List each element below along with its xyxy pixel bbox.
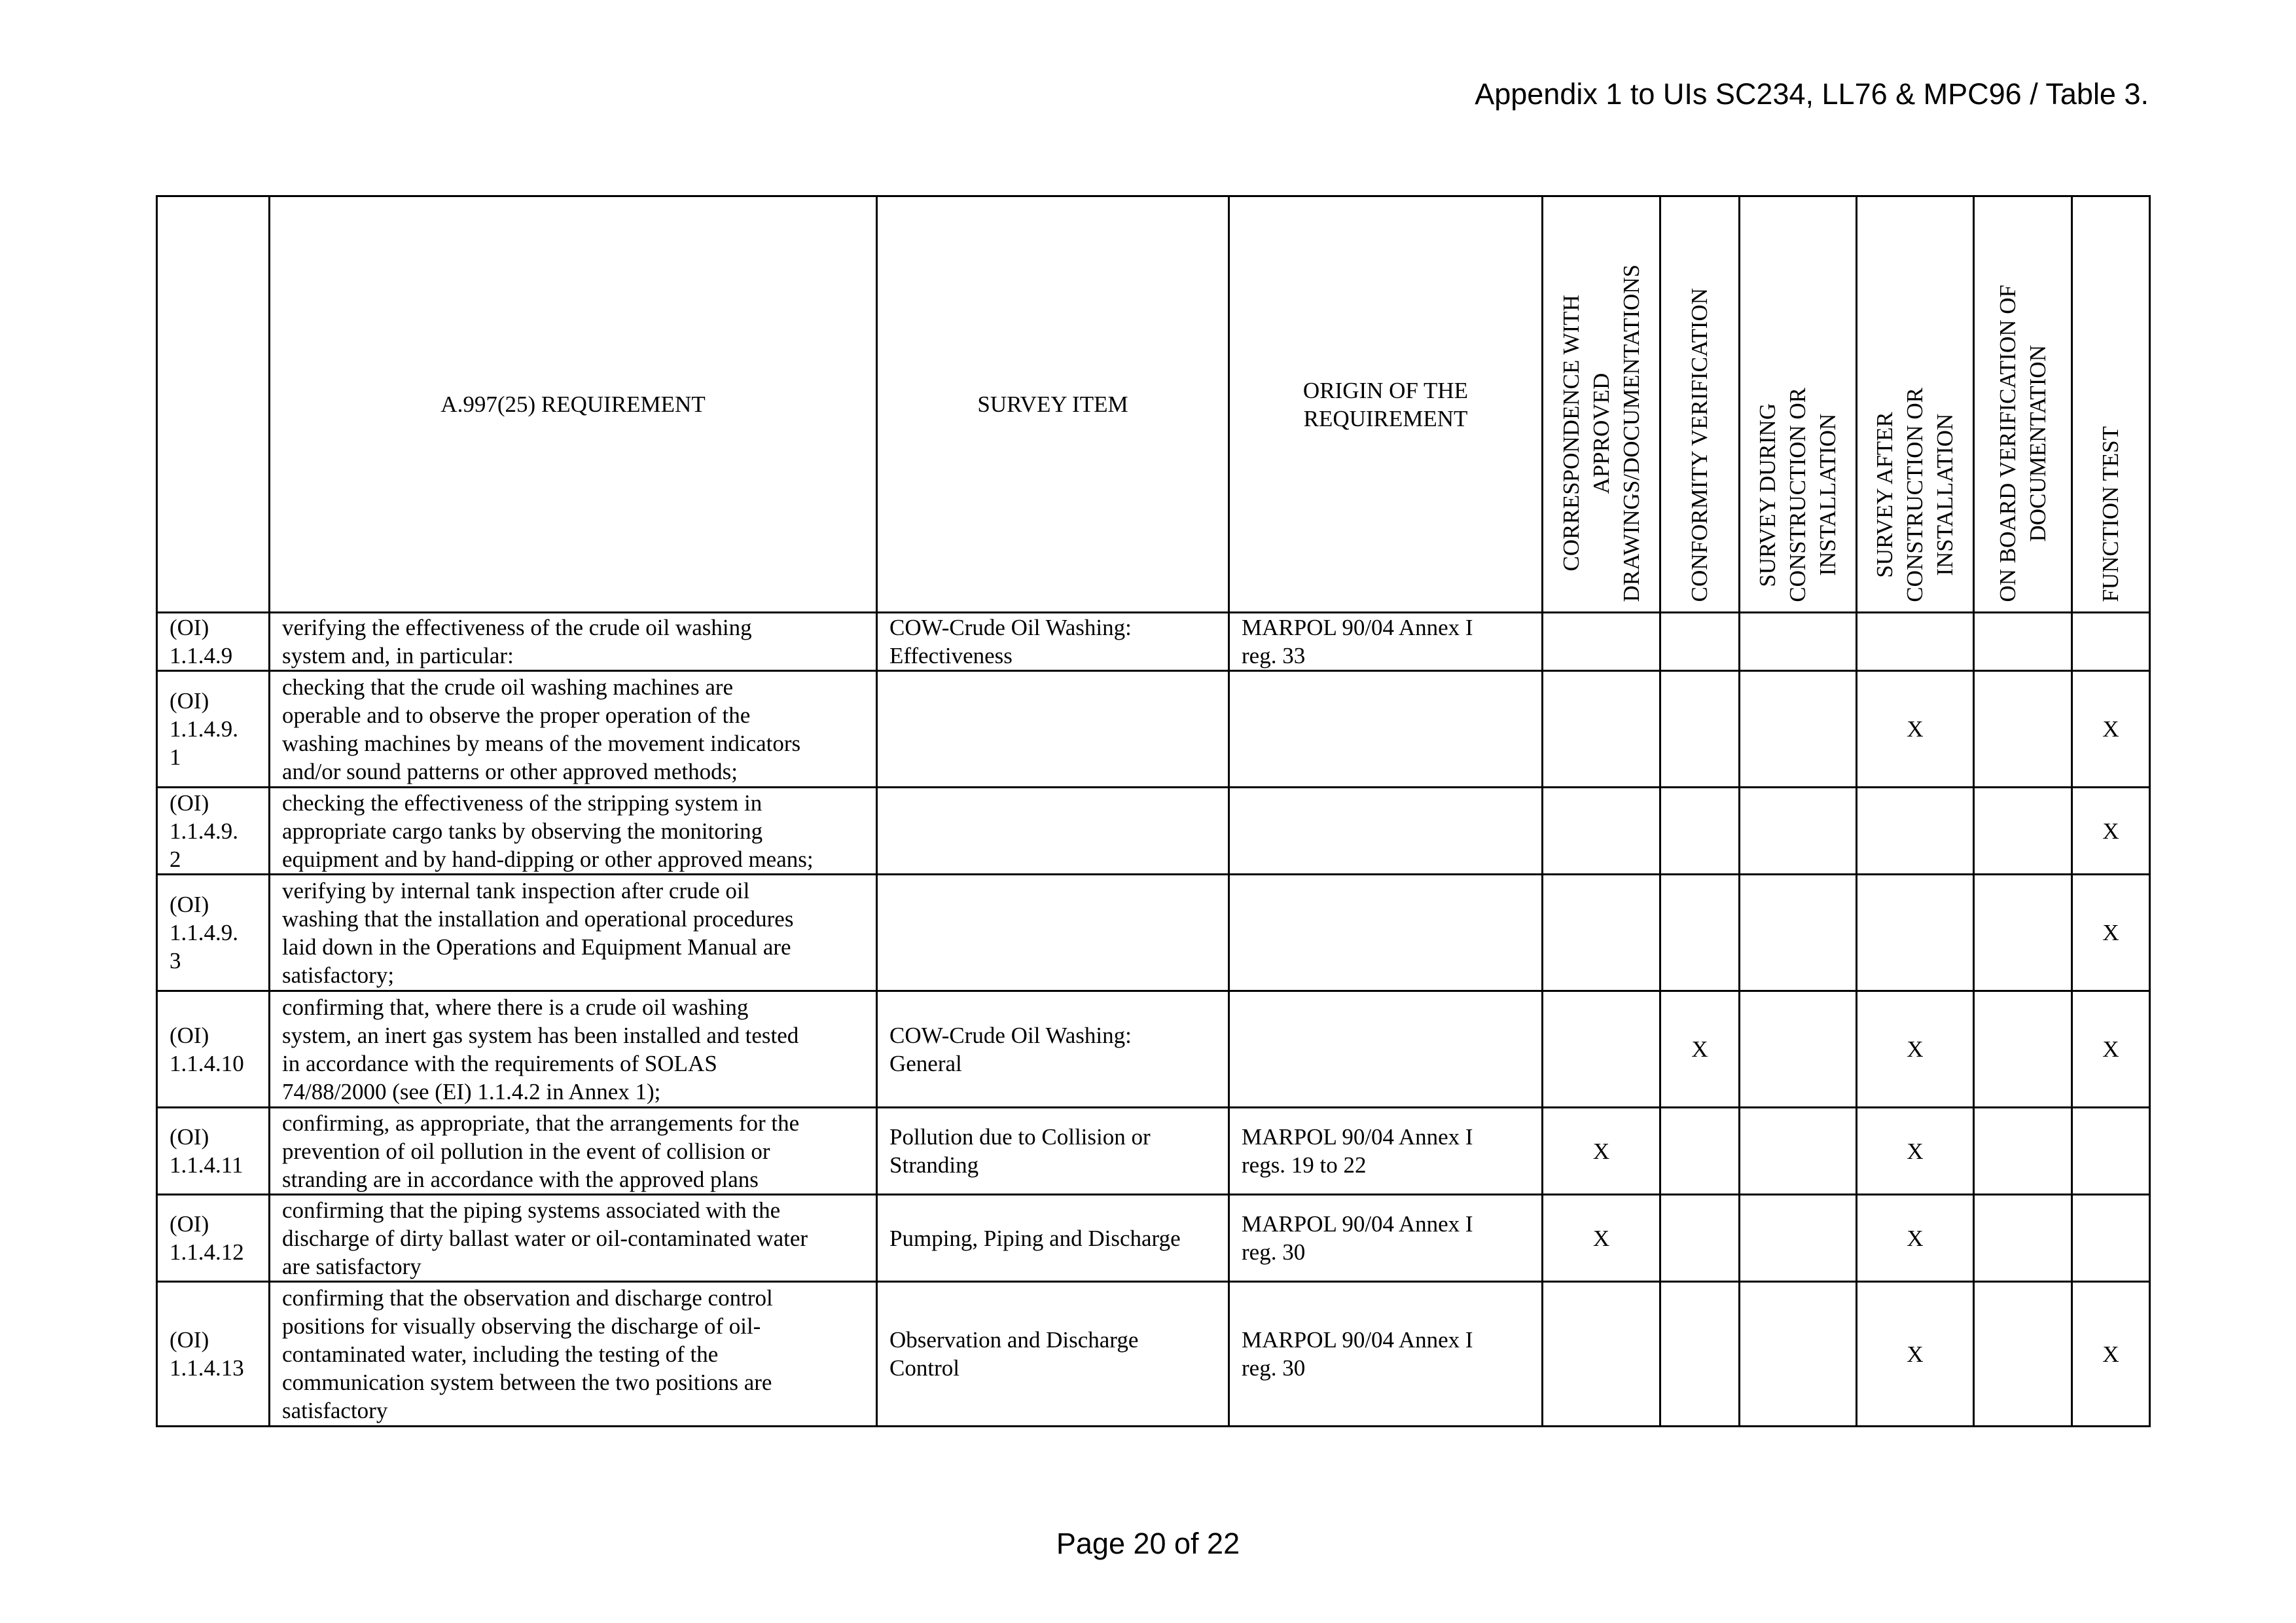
row-requirement-text: confirming that the piping systems associated with the discharge of dirty ballast water or oil-contaminated water are satisfactory xyxy=(282,1197,808,1279)
row-survey-item-text: Pollution due to Collision or Stranding xyxy=(889,1124,1151,1178)
row-code-text: (OI) 1.1.4.9. 2 xyxy=(170,790,238,872)
row-correspondence-mark: X xyxy=(1543,1195,1660,1282)
row-onboard-mark xyxy=(1974,788,2072,875)
row-origin xyxy=(1229,671,1543,788)
row-survey-item xyxy=(877,875,1229,991)
row-requirement xyxy=(270,1195,877,1282)
row-function-test-mark xyxy=(2072,613,2150,671)
row-survey-during-mark xyxy=(1740,788,1857,875)
row-origin xyxy=(1229,788,1543,875)
row-survey-item xyxy=(877,1195,1229,1282)
row-code xyxy=(157,1195,270,1282)
table-row xyxy=(157,788,2150,875)
column-header-requirement-label: A.997(25) REQUIREMENT xyxy=(440,392,706,417)
row-requirement xyxy=(270,875,877,991)
row-code-text: (OI) 1.1.4.9. 3 xyxy=(170,892,238,974)
row-correspondence-mark xyxy=(1543,671,1660,788)
column-header-survey-during-label: SURVEY DURING CONSTRUCTION OR INSTALLATION xyxy=(1755,387,1840,602)
row-correspondence-mark xyxy=(1543,875,1660,991)
row-onboard-mark xyxy=(1974,671,2072,788)
column-header-onboard-verification xyxy=(1974,196,2072,613)
row-origin xyxy=(1229,991,1543,1108)
row-conformity-mark xyxy=(1660,875,1740,991)
table-row xyxy=(157,1195,2150,1282)
row-function-test-mark: X xyxy=(2072,991,2150,1108)
row-code-text: (OI) 1.1.4.9. 1 xyxy=(170,688,238,770)
row-code-text: (OI) 1.1.4.13 xyxy=(170,1327,244,1381)
row-code xyxy=(157,1282,270,1427)
row-conformity-mark xyxy=(1660,788,1740,875)
row-function-test-mark xyxy=(2072,1195,2150,1282)
row-correspondence-mark: X xyxy=(1543,1108,1660,1195)
column-header-function-test xyxy=(2072,196,2150,613)
row-survey-after-mark: X xyxy=(1857,1108,1974,1195)
row-correspondence-mark xyxy=(1543,788,1660,875)
row-onboard-mark xyxy=(1974,1108,2072,1195)
table-row xyxy=(157,991,2150,1108)
row-survey-item-text: COW-Crude Oil Washing: General xyxy=(889,1022,1132,1076)
row-code xyxy=(157,788,270,875)
row-conformity-mark xyxy=(1660,1282,1740,1427)
row-survey-item xyxy=(877,1282,1229,1427)
row-survey-during-mark xyxy=(1740,1282,1857,1427)
row-origin xyxy=(1229,1195,1543,1282)
table-row xyxy=(157,1108,2150,1195)
row-survey-during-mark xyxy=(1740,613,1857,671)
row-conformity-mark xyxy=(1660,671,1740,788)
column-header-onboard-verification-label: ON BOARD VERIFICATION OF DOCUMENTATION xyxy=(1994,284,2051,602)
row-onboard-mark xyxy=(1974,991,2072,1108)
row-survey-after-mark: X xyxy=(1857,991,1974,1108)
row-code xyxy=(157,991,270,1108)
row-requirement-text: confirming that, where there is a crude oil washing system, an inert gas system has been installed and tested in accordance with the requirements of SOLAS 74/88/2000 (see (EI) 1.1.4.2 in Annex 1); xyxy=(282,994,799,1104)
row-code xyxy=(157,613,270,671)
column-header-code xyxy=(157,196,270,613)
column-header-requirement xyxy=(270,196,877,613)
column-header-survey-after-label: SURVEY AFTER CONSTRUCTION OR INSTALLATION xyxy=(1872,387,1958,602)
row-code xyxy=(157,875,270,991)
row-requirement xyxy=(270,1282,877,1427)
row-survey-after-mark xyxy=(1857,613,1974,671)
row-conformity-mark xyxy=(1660,1108,1740,1195)
column-header-survey-during xyxy=(1740,196,1857,613)
row-survey-after-mark: X xyxy=(1857,671,1974,788)
row-survey-item xyxy=(877,671,1229,788)
column-header-survey-item-label: SURVEY ITEM xyxy=(977,392,1128,417)
row-conformity-mark xyxy=(1660,1195,1740,1282)
row-function-test-mark: X xyxy=(2072,875,2150,991)
row-correspondence-mark xyxy=(1543,991,1660,1108)
document-header: Appendix 1 to UIs SC234, LL76 & MPC96 / Table 3. xyxy=(1475,77,2149,111)
row-onboard-mark xyxy=(1974,1195,2072,1282)
row-code xyxy=(157,1108,270,1195)
row-survey-item-text: COW-Crude Oil Washing: Effectiveness xyxy=(889,615,1132,668)
row-requirement-text: verifying the effectiveness of the crude oil washing system and, in particular: xyxy=(282,615,752,668)
row-survey-item-text: Observation and Discharge Control xyxy=(889,1327,1139,1381)
row-survey-after-mark: X xyxy=(1857,1282,1974,1427)
table-row xyxy=(157,1282,2150,1427)
row-survey-after-mark xyxy=(1857,788,1974,875)
table-header-row xyxy=(157,196,2150,613)
column-header-function-test-label: FUNCTION TEST xyxy=(2098,426,2123,602)
row-survey-item xyxy=(877,788,1229,875)
row-origin-text: MARPOL 90/04 Annex I reg. 30 xyxy=(1242,1211,1473,1265)
requirements-table xyxy=(156,195,2151,1427)
row-onboard-mark xyxy=(1974,613,2072,671)
table-row xyxy=(157,671,2150,788)
row-requirement-text: checking that the crude oil washing machines are operable and to observe the proper operation of the washing machines by means of the movement indicators and/or sound patterns or other approved methods; xyxy=(282,674,801,784)
row-function-test-mark: X xyxy=(2072,1282,2150,1427)
row-conformity-mark xyxy=(1660,613,1740,671)
row-conformity-mark: X xyxy=(1660,991,1740,1108)
row-code-text: (OI) 1.1.4.12 xyxy=(170,1211,244,1265)
row-requirement-text: checking the effectiveness of the stripping system in appropriate cargo tanks by observing the monitoring equipment and by hand-dipping or other approved means; xyxy=(282,790,814,872)
row-origin xyxy=(1229,1108,1543,1195)
row-code-text: (OI) 1.1.4.10 xyxy=(170,1022,244,1076)
row-requirement xyxy=(270,671,877,788)
row-survey-item xyxy=(877,991,1229,1108)
table-row xyxy=(157,613,2150,671)
page-number: Page 20 of 22 xyxy=(1056,1527,1240,1560)
row-code xyxy=(157,671,270,788)
row-correspondence-mark xyxy=(1543,1282,1660,1427)
column-header-origin xyxy=(1229,196,1543,613)
row-requirement xyxy=(270,1108,877,1195)
row-function-test-mark: X xyxy=(2072,788,2150,875)
row-function-test-mark xyxy=(2072,1108,2150,1195)
row-survey-item xyxy=(877,1108,1229,1195)
row-origin-text: MARPOL 90/04 Annex I reg. 33 xyxy=(1242,615,1473,668)
row-survey-during-mark xyxy=(1740,875,1857,991)
column-header-correspondence xyxy=(1543,196,1660,613)
row-origin-text: MARPOL 90/04 Annex I reg. 30 xyxy=(1242,1327,1473,1381)
row-survey-during-mark xyxy=(1740,671,1857,788)
row-survey-during-mark xyxy=(1740,991,1857,1108)
row-requirement xyxy=(270,613,877,671)
row-requirement xyxy=(270,788,877,875)
row-origin xyxy=(1229,1282,1543,1427)
row-onboard-mark xyxy=(1974,875,2072,991)
row-requirement-text: confirming that the observation and discharge control positions for visually observing the discharge of oil- contaminated water, including the testing of the communication system between the two positions are satisfactory xyxy=(282,1285,773,1423)
row-code-text: (OI) 1.1.4.11 xyxy=(170,1124,243,1178)
row-origin-text: MARPOL 90/04 Annex I regs. 19 to 22 xyxy=(1242,1124,1473,1178)
row-requirement xyxy=(270,991,877,1108)
row-onboard-mark xyxy=(1974,1282,2072,1427)
row-survey-item-text: Pumping, Piping and Discharge xyxy=(889,1225,1181,1251)
column-header-survey-after xyxy=(1857,196,1974,613)
row-survey-during-mark xyxy=(1740,1108,1857,1195)
row-code-text: (OI) 1.1.4.9 xyxy=(170,615,233,668)
row-requirement-text: verifying by internal tank inspection after crude oil washing that the installation and operational procedures laid down in the Operations and Equipment Manual are satisfactory; xyxy=(282,877,794,988)
column-header-correspondence-label: CORRESPONDENCE WITH APPROVED DRAWINGS/DOCUMENTATIONS xyxy=(1558,264,1644,602)
table-row xyxy=(157,875,2150,991)
column-header-survey-item xyxy=(877,196,1229,613)
column-header-conformity-label: CONFORMITY VERIFICATION xyxy=(1687,288,1712,602)
row-function-test-mark: X xyxy=(2072,671,2150,788)
column-header-origin-label: ORIGIN OF THE REQUIREMENT xyxy=(1302,377,1469,431)
row-survey-item xyxy=(877,613,1229,671)
row-correspondence-mark xyxy=(1543,613,1660,671)
row-origin xyxy=(1229,875,1543,991)
row-survey-after-mark xyxy=(1857,875,1974,991)
row-survey-after-mark: X xyxy=(1857,1195,1974,1282)
row-requirement-text: confirming, as appropriate, that the arrangements for the prevention of oil pollution in the event of collision or stranding are in accordance with the approved plans xyxy=(282,1110,800,1192)
column-header-conformity xyxy=(1660,196,1740,613)
row-survey-during-mark xyxy=(1740,1195,1857,1282)
row-origin xyxy=(1229,613,1543,671)
